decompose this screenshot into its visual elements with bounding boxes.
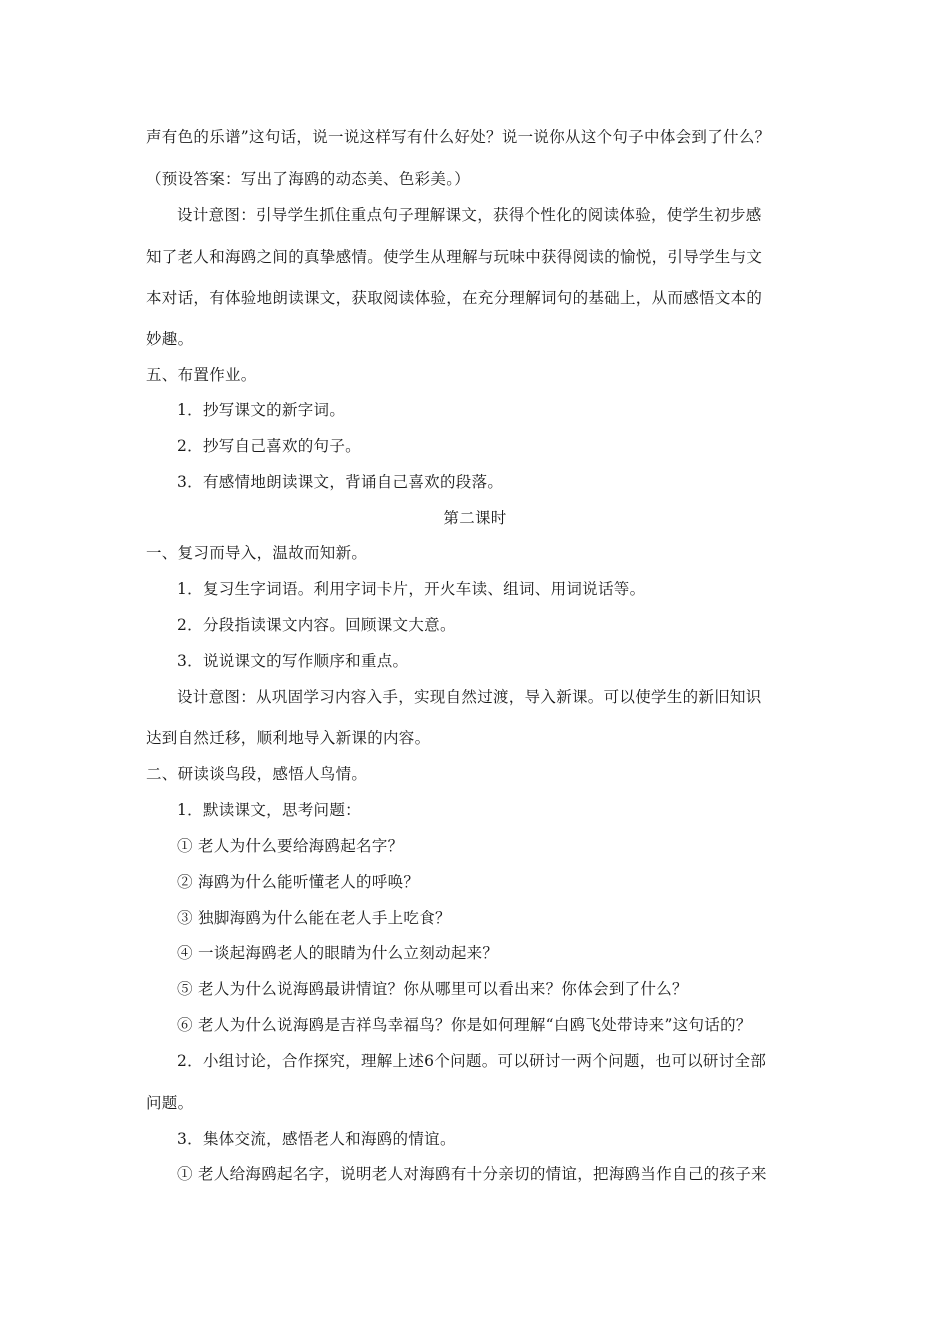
paragraph-line: （预设答案：写出了海鸥的动态美、色彩美。） [146, 170, 471, 188]
list-item: 1．抄写课文的新字词。 [177, 401, 346, 419]
paragraph-line: 设计意图：引导学生抓住重点句子理解课文，获得个性化的阅读体验，使学生初步感 [177, 206, 762, 224]
list-item: 1．默读课文，思考问题： [177, 801, 361, 819]
question-item: ⑤ 老人为什么说海鸥最讲情谊？你从哪里可以看出来？你体会到了什么？ [177, 980, 688, 998]
answer-item: ① 老人给海鸥起名字，说明老人对海鸥有十分亲切的情谊，把海鸥当作自己的孩子来 [177, 1165, 767, 1183]
list-item: 3．集体交流，感悟老人和海鸥的情谊。 [177, 1130, 456, 1148]
list-item: 3．有感情地朗读课文，背诵自己喜欢的段落。 [177, 473, 504, 491]
paragraph-line: 达到自然迁移，顺利地导入新课的内容。 [146, 729, 431, 747]
list-item: 2．抄写自己喜欢的句子。 [177, 437, 361, 455]
list-item: 2．小组讨论，合作探究，理解上述6个问题。可以研讨一两个问题，也可以研讨全部 [177, 1052, 767, 1070]
paragraph-line: 声有色的乐谱”这句话，说一说这样写有什么好处？说一说你从这个句子中体会到了什么？ [146, 128, 771, 146]
section-heading: 一、复习而导入，温故而知新。 [146, 544, 368, 562]
paragraph-line: 设计意图：从巩固学习内容入手，实现自然过渡，导入新课。可以使学生的新旧知识 [177, 688, 762, 706]
question-item: ② 海鸥为什么能听懂老人的呼唤？ [177, 873, 420, 891]
paragraph-line: 妙趣。 [146, 330, 194, 348]
question-item: ④ 一谈起海鸥老人的眼睛为什么立刻动起来？ [177, 944, 499, 962]
question-item: ⑥ 老人为什么说海鸥是吉祥鸟幸福鸟？你是如何理解“白鸥飞处带诗来”这句话的？ [177, 1016, 752, 1034]
section-heading: 二、研读谈鸟段，感悟人鸟情。 [146, 765, 368, 783]
question-item: ① 老人为什么要给海鸥起名字？ [177, 837, 404, 855]
lesson-title: 第二课时 [443, 509, 507, 527]
list-item: 3．说说课文的写作顺序和重点。 [177, 652, 409, 670]
list-item: 1．复习生字词语。利用字词卡片，开火车读、组词、用词说话等。 [177, 580, 646, 598]
section-heading: 五、布置作业。 [146, 366, 257, 384]
paragraph-line: 知了老人和海鸥之间的真挚感情。使学生从理解与玩味中获得阅读的愉悦，引导学生与文 [146, 248, 763, 266]
paragraph-line: 问题。 [146, 1094, 194, 1112]
paragraph-line: 本对话，有体验地朗读课文，获取阅读体验，在充分理解词句的基础上，从而感悟文本的 [146, 289, 763, 307]
question-item: ③ 独脚海鸥为什么能在老人手上吃食？ [177, 909, 451, 927]
list-item: 2．分段指读课文内容。回顾课文大意。 [177, 616, 456, 634]
